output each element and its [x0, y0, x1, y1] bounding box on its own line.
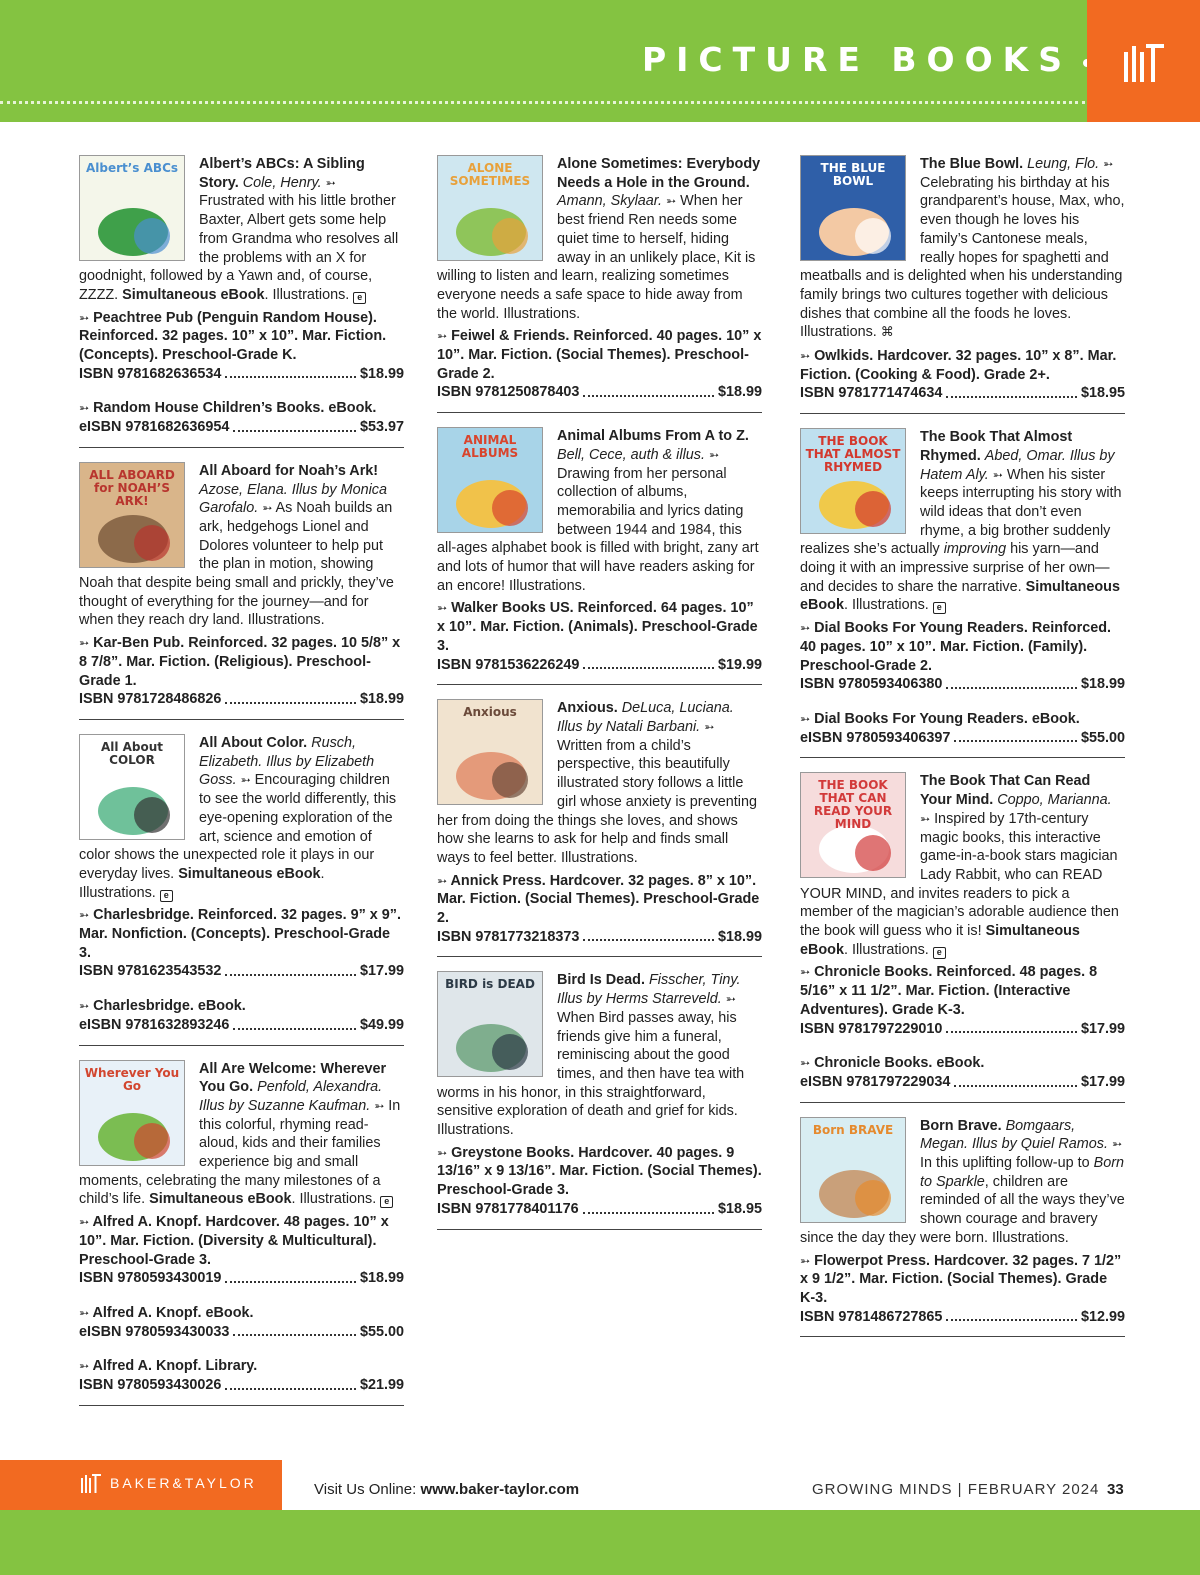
arrow-icon: ➳ — [800, 349, 811, 364]
price: $49.99 — [359, 1016, 404, 1033]
publisher-details — [437, 599, 762, 655]
illustrations-label: Illustrations. — [851, 941, 929, 958]
price: $18.95 — [717, 1200, 762, 1217]
book-author: Bell, Cece, auth & illus. — [557, 446, 705, 463]
arrow-icon: ➳ — [992, 467, 1003, 482]
arrow-icon: ➳ — [704, 719, 715, 734]
cover-illustration — [855, 218, 891, 254]
isbn-price-row — [800, 1073, 1125, 1092]
arrow-icon: ➳ — [240, 773, 251, 788]
book-entry — [79, 462, 404, 720]
description-text: , children are reminded of all the ways they’ve shown courage and bravery since the day they were born. Illustrations. — [800, 1173, 1125, 1246]
description-text: Encouraging children to see the world differently, this eye-opening exploration of the art, science and emotion of color shows the unexpected role it plays in our everyday lives. — [79, 772, 397, 882]
isbn-price-row — [437, 383, 762, 402]
price: $55.00 — [1080, 729, 1125, 746]
arrow-icon: ➳ — [79, 1359, 90, 1374]
isbn-price-row — [800, 729, 1125, 748]
description-text: As Noah builds an ark, hedgehogs Lionel and Dolores volunteer to help put the plan in motion, showing Noah that despite being small and prickly, they’ve thought of everything for the journey—and for when they reach dry land. Illustrations. — [79, 500, 394, 629]
isbn-price-row — [800, 1308, 1125, 1327]
spacer — [79, 387, 404, 395]
simultaneous-ebook-label: Simultaneous eBook — [178, 865, 321, 882]
price: $53.97 — [359, 419, 404, 436]
illustrations-label: Illustrations. — [851, 597, 929, 614]
description-text: In this uplifting follow-up to — [920, 1155, 1090, 1172]
publisher-details — [800, 347, 1125, 384]
book-author: Penfold, Alexandra. Illus by Suzanne Kaufman. — [199, 1079, 383, 1114]
description-text: When his sister keeps interrupting his story with wild ideas that don’t even rhyme, a big brother suddenly realizes she’s actually — [800, 466, 1122, 558]
publisher-text: Dial Books For Young Readers. Reinforced. 40 pages. 10” x 10”. Mar. Fiction. (Family). Preschool-Grade 2. — [800, 620, 1111, 674]
book-entry — [79, 155, 404, 448]
publisher-details — [800, 710, 1125, 729]
book-author: Leung, Flo. — [1027, 156, 1100, 172]
arrow-icon: ➳ — [725, 992, 736, 1007]
book-title: Alone Sometimes: Everybody Needs a Hole in the Ground. — [557, 156, 761, 191]
isbn-price-row — [79, 1269, 404, 1288]
price: $19.99 — [717, 656, 762, 673]
arrow-icon: ➳ — [800, 1253, 811, 1268]
cover-title-text: All About COLOR — [100, 739, 164, 767]
arrow-icon: ➳ — [708, 447, 720, 462]
book-author: Coppo, Marianna. — [997, 792, 1112, 809]
description-text: Drawing from her personal collection of albums, memorabilia and lyrics dating between 1944 and 1984, this all-ages alphabet book is filled with bright, zany art and lots of humor that will have readers asking for an encore! Illustrations. — [437, 465, 759, 594]
leader-dots — [946, 1020, 1077, 1034]
footer-visit — [314, 1481, 579, 1498]
publisher-text: Charlesbridge. Reinforced. 32 pages. 9” x 9”. Mar. Nonfiction. (Concepts). Preschool-Grade 3. — [79, 907, 401, 961]
cover-title-text: Wherever You Go — [84, 1065, 180, 1093]
book-author: Amann, Skylaar. — [557, 193, 663, 210]
isbn: ISBN 9781623543532 — [79, 963, 222, 980]
isbn-price-row — [79, 365, 404, 384]
arrow-icon: ➳ — [437, 329, 448, 344]
book-title: Animal Albums From A to Z. — [557, 428, 749, 445]
isbn: ISBN 9781797229010 — [800, 1020, 943, 1037]
book-cover-image[interactable] — [437, 427, 543, 533]
bottom-green-bar — [0, 1510, 1200, 1575]
arrow-icon: ➳ — [437, 873, 448, 888]
book-author: Cole, Henry. — [242, 174, 322, 191]
publisher-details — [800, 619, 1125, 675]
leader-dots — [954, 729, 1077, 743]
ebook-icon: e — [933, 947, 946, 959]
publisher-details — [79, 634, 404, 690]
description-emphasis: improving — [943, 541, 1007, 558]
publisher-text: Alfred A. Knopf. eBook. — [92, 1304, 254, 1321]
leader-dots — [225, 1269, 356, 1283]
isbn: ISBN 9780593406380 — [800, 676, 943, 693]
arrow-icon: ➳ — [666, 194, 677, 209]
book-title: Anxious. — [557, 700, 618, 717]
description-text: Inspired by 17th-century magic books, this interactive game-in-a-book stars magician Lady Rabbit, who can READ YOUR MIND, and invites readers to pick a member of the magician’s adorable audience then the book will guess who it is! — [800, 810, 1119, 940]
price: $55.00 — [359, 1323, 404, 1340]
cover-title-text: ALL ABOARD for NOAH’S ARK! — [89, 467, 175, 508]
publisher-details — [437, 872, 762, 928]
illustrations-label: Illustrations. — [272, 286, 350, 303]
publisher-text: Dial Books For Young Readers. eBook. — [814, 710, 1080, 727]
publisher-text: Annick Press. Hardcover. 32 pages. 8” x 10”. Mar. Fiction. (Social Themes). Preschool-Grade 2. — [437, 872, 760, 927]
price: $17.99 — [359, 963, 404, 980]
price: $17.99 — [1080, 1020, 1125, 1037]
price: $18.99 — [1080, 676, 1125, 693]
baker-taylor-logo-icon — [1122, 40, 1166, 84]
arrow-icon: ➳ — [800, 621, 811, 636]
leader-dots — [225, 365, 356, 379]
price: $18.99 — [717, 384, 762, 401]
publisher-text: Alfred A. Knopf. Hardcover. 48 pages. 10” x 10”. Mar. Fiction. (Diversity & Multicultural). Preschool-Grade 3. — [79, 1214, 389, 1268]
description-text: When her best friend Ren needs some quiet time to herself, hiding away in an unlikely place, Kit is willing to listen and learn, realizing sometimes everyone needs a safe space to hide away from the world. Illustrations. — [437, 193, 756, 322]
footer-brand-name: BAKER&TAYLOR — [110, 1475, 257, 1491]
publisher-details — [79, 1304, 404, 1323]
publisher-text: Alfred A. Knopf. Library. — [92, 1358, 258, 1375]
ebook-icon: e — [933, 602, 946, 614]
publisher-text: Greystone Books. Hardcover. 40 pages. 9 13/16” x 9 13/16”. Mar. Fiction. (Social Themes). Preschool-Grade 3. — [437, 1144, 762, 1199]
footer-brand — [80, 1472, 257, 1494]
book-title: The Book That Can Read Your Mind. — [920, 773, 1091, 809]
cover-illustration — [492, 218, 528, 254]
publisher-text: Chronicle Books. eBook. — [814, 1055, 985, 1072]
description-text: When Bird passes away, his friends give him a funeral, reminiscing about the good times, and then have tea with worms in his honor, in this straightforward, sensitive exploration of death and grief for kids. Illustrations. — [437, 1009, 745, 1139]
isbn: eISBN 9781797229034 — [800, 1073, 951, 1090]
book-cover-image[interactable] — [437, 699, 543, 805]
spacer — [79, 985, 404, 993]
publisher-details — [79, 906, 404, 962]
visit-label: Visit Us Online: — [314, 1481, 417, 1498]
book-cover-image[interactable] — [79, 1060, 185, 1166]
isbn: eISBN 9781632893246 — [79, 1016, 230, 1033]
book-author: Abed, Omar. Illus by Hatem Aly. — [920, 447, 1115, 483]
description-text: his yarn—and doing it with an impressive surprise of her own—and decides to share the narrative. — [800, 541, 1110, 595]
arrow-icon: ➳ — [1111, 1137, 1123, 1152]
issue-label: GROWING MINDS | FEBRUARY 2024 — [812, 1481, 1100, 1498]
arrow-icon: ➳ — [325, 175, 336, 190]
description-emphasis: Born to Sparkle — [920, 1155, 1124, 1190]
book-cover-image[interactable] — [800, 1117, 906, 1223]
book-cover-image[interactable] — [437, 155, 543, 261]
book-title: Bird Is Dead. — [557, 972, 645, 989]
isbn-price-row — [800, 1020, 1125, 1039]
book-author: Fisscher, Tiny. Illus by Herms Starreveld. — [557, 972, 741, 1008]
price: $18.95 — [1080, 385, 1125, 402]
isbn: ISBN 9781773218373 — [437, 928, 580, 945]
isbn: eISBN 9780593430033 — [79, 1323, 230, 1340]
isbn: ISBN 9781536226249 — [437, 656, 580, 673]
isbn: ISBN 9781682636534 — [79, 365, 222, 382]
arrow-icon: ➳ — [1103, 157, 1114, 171]
book-title: The Book That Almost Rhymed. — [920, 429, 1073, 464]
price: $17.99 — [1080, 1073, 1125, 1090]
publisher-text: Kar-Ben Pub. Reinforced. 32 pages. 10 5/8” x 8 7/8”. Mar. Fiction. (Religious). Preschool-Grade 1. — [79, 635, 401, 689]
cover-illustration — [855, 491, 891, 527]
isbn-price-row — [79, 1376, 404, 1395]
page-number: 33 — [1107, 1481, 1124, 1498]
book-cover-image[interactable] — [437, 971, 543, 1077]
cover-illustration — [134, 525, 170, 561]
arrow-icon: ➳ — [79, 1215, 90, 1230]
arrow-icon: ➳ — [79, 401, 90, 416]
book-description: Albert’s ABCs: A Sibling Story. Cole, Henry. ➳ Frustrated with his little brother Baxter, Albert gets some help from Grandma who resolves all the problems with an X for goodnight, followed by a Yawn and, of course, ZZZZ. Simultaneous eBook. Illustrations. e — [79, 156, 399, 303]
price: $12.99 — [1080, 1308, 1125, 1325]
publisher-details — [437, 1144, 762, 1200]
isbn: ISBN 9780593430026 — [79, 1377, 222, 1394]
leader-dots — [954, 1073, 1077, 1087]
cover-illustration — [492, 1034, 528, 1070]
book-cover-image[interactable] — [800, 772, 906, 878]
cover-title-text: THE BLUE BOWL — [820, 161, 886, 188]
publisher-details — [79, 1213, 404, 1269]
publisher-text: Feiwel & Friends. Reinforced. 40 pages. 10” x 10”. Mar. Fiction. (Social Themes). Preschool-Grade 2. — [437, 328, 762, 382]
publisher-details — [800, 1252, 1125, 1308]
publisher-details — [79, 997, 404, 1016]
leader-dots — [946, 384, 1077, 398]
leader-dots — [583, 383, 714, 397]
leader-dots — [225, 1376, 356, 1390]
cover-illustration — [134, 797, 170, 833]
cover-illustration — [134, 218, 170, 254]
arrow-icon: ➳ — [79, 310, 90, 325]
leader-dots — [946, 1308, 1077, 1322]
isbn-price-row — [437, 1200, 762, 1219]
cover-illustration — [855, 835, 891, 871]
cover-title-text: Albert’s ABCs — [85, 161, 179, 175]
ebook-icon: e — [353, 292, 366, 304]
isbn-price-row — [800, 675, 1125, 694]
spacer — [79, 1292, 404, 1300]
book-entry — [800, 772, 1125, 1102]
column-2 — [437, 155, 762, 1244]
book-entry — [437, 155, 762, 413]
spacer — [79, 1345, 404, 1353]
arrow-icon: ➳ — [79, 1305, 90, 1320]
book-title: Born Brave. — [920, 1117, 1002, 1134]
illustrations-label: Illustrations. — [79, 884, 156, 901]
website-link[interactable]: www.baker-taylor.com — [420, 1481, 580, 1498]
price: $18.99 — [359, 1270, 404, 1287]
price: $18.99 — [359, 365, 404, 382]
book-title: The Blue Bowl. — [920, 156, 1024, 172]
isbn-price-row — [79, 962, 404, 981]
description-text: In this colorful, rhyming read-aloud, kids and their families experience big and small moments, celebrating the many milestones of a child’s life. — [79, 1097, 401, 1208]
book-cover-image[interactable] — [79, 734, 185, 840]
arrow-icon: ➳ — [800, 965, 811, 980]
book-cover-image[interactable] — [800, 155, 906, 261]
arrow-icon: ➳ — [920, 811, 931, 826]
arrow-icon: ➳ — [800, 711, 811, 726]
isbn-price-row — [79, 690, 404, 709]
publisher-text: Random House Children’s Books. eBook. — [93, 400, 377, 417]
description-text: Written from a child’s perspective, this beautifully illustrated story follows a little girl whose anxiety is preventing her from doing the things she loves, and shows how she learns to ask for help and finds small ways to feel better. Illustrations. — [437, 737, 757, 866]
price: $18.99 — [717, 928, 762, 945]
spacer — [800, 698, 1125, 706]
cover-illustration — [134, 1123, 170, 1159]
header-bar — [0, 0, 1200, 122]
isbn: ISBN 9781728486826 — [79, 691, 222, 708]
arrow-icon: ➳ — [374, 1098, 385, 1113]
ebook-icon: e — [380, 1196, 393, 1208]
book-title: All Aboard for Noah’s Ark! — [199, 462, 379, 479]
cover-title-text: ALONE SOMETIMES — [449, 161, 531, 188]
book-author: DeLuca, Luciana. Illus by Natali Barbani. — [557, 700, 734, 735]
publisher-text: Peachtree Pub (Penguin Random House). Reinforced. 32 pages. 10” x 10”. Mar. Fiction. (Concepts). Preschool-Grade K. — [79, 309, 387, 364]
baker-taylor-logo-icon — [80, 1472, 102, 1494]
isbn: ISBN 9781250878403 — [437, 384, 580, 401]
leader-dots — [233, 418, 356, 432]
book-cover-image[interactable] — [800, 428, 906, 534]
ebook-icon: e — [160, 890, 173, 902]
isbn-price-row — [79, 1016, 404, 1035]
book-description: All Are Welcome: Wherever You Go. Penfold, Alexandra. Illus by Suzanne Kaufman. ➳ In this colorful, rhyming read-aloud, kids and their families experience big and small moments, celebrating the many milestones of a child’s life. Simultaneous eBook. Illustrations. e — [79, 1060, 401, 1208]
isbn-price-row — [437, 656, 762, 675]
book-cover-image[interactable] — [79, 462, 185, 568]
publisher-text: Owlkids. Hardcover. 32 pages. 10” x 8”. Mar. Fiction. (Cooking & Food). Grade 2+. — [800, 348, 1117, 383]
simultaneous-ebook-label: Simultaneous eBook — [800, 923, 1080, 958]
isbn: eISBN 9781682636954 — [79, 419, 230, 436]
isbn: eISBN 9780593406397 — [800, 729, 951, 746]
column-1 — [79, 155, 404, 1420]
book-title: All About Color. — [199, 734, 308, 751]
book-author: Rusch, Elizabeth. Illus by Elizabeth Goss. — [199, 734, 375, 789]
book-description: The Book That Almost Rhymed. Abed, Omar. Illus by Hatem Aly. ➳ When his sister keeps interrupting his story with wild ideas that don’t even rhyme, a big brother suddenly realizes she’s actually improving his yarn—and doing it with an impressive surprise of her own—and decides to share the narrative. Simultaneous eBook. Illustrations. e — [800, 429, 1122, 614]
isbn-price-row — [79, 418, 404, 437]
command-icon: ⌘ — [880, 325, 894, 341]
price: $21.99 — [359, 1377, 404, 1394]
isbn: ISBN 9780593430019 — [79, 1270, 222, 1287]
publisher-details — [800, 963, 1125, 1019]
leader-dots — [233, 1323, 356, 1337]
isbn-price-row — [79, 1323, 404, 1342]
book-title: Albert’s ABCs: A Sibling Story. — [199, 156, 365, 191]
simultaneous-ebook-label: Simultaneous eBook — [800, 578, 1120, 614]
publisher-details — [800, 1054, 1125, 1073]
isbn-price-row — [437, 928, 762, 947]
simultaneous-ebook-label: Simultaneous eBook — [149, 1191, 292, 1208]
isbn: ISBN 9781778401176 — [437, 1200, 579, 1217]
isbn-price-row — [800, 384, 1125, 403]
cover-title-text: ANIMAL ALBUMS — [461, 433, 519, 461]
book-entry — [800, 155, 1125, 414]
leader-dots — [583, 1200, 714, 1214]
leader-dots — [225, 690, 356, 704]
book-entry — [437, 971, 762, 1229]
book-title: All Are Welcome: Wherever You Go. — [199, 1060, 387, 1096]
publisher-details — [79, 399, 404, 418]
brand-tab — [1087, 0, 1200, 122]
book-entry — [437, 427, 762, 685]
book-author: Azose, Elana. Illus by Monica Garofalo. — [199, 481, 387, 517]
publisher-text: Charlesbridge. eBook. — [93, 998, 246, 1015]
book-description: All About Color. Rusch, Elizabeth. Illus by Elizabeth Goss. ➳ Encouraging children to see the world differently, this eye-opening exploration of the art, science and emotion of color shows the unexpected role it plays in our everyday lives. Simultaneous eBook. Illustrations. e — [79, 734, 397, 901]
leader-dots — [583, 928, 714, 942]
book-entry — [437, 699, 762, 957]
arrow-icon: ➳ — [800, 1056, 811, 1071]
publisher-text: Walker Books US. Reinforced. 64 pages. 10” x 10”. Mar. Fiction. (Animals). Preschool-Grade 3. — [437, 600, 758, 654]
book-entry — [800, 428, 1125, 758]
arrow-icon: ➳ — [262, 501, 273, 516]
book-entry — [79, 1060, 404, 1406]
cover-illustration — [492, 490, 528, 526]
price: $18.99 — [359, 691, 404, 708]
isbn: ISBN 9781771474634 — [800, 385, 943, 402]
cover-title-text: BIRD is DEAD — [445, 977, 535, 992]
cover-title-text: Born BRAVE — [812, 1122, 894, 1137]
arrow-icon: ➳ — [79, 999, 90, 1014]
cover-illustration — [855, 1180, 891, 1216]
publisher-details — [79, 1357, 404, 1376]
cover-title-text: THE BOOK THAT ALMOST RHYMED — [805, 434, 901, 475]
cover-title-text: Anxious — [463, 705, 517, 720]
leader-dots — [233, 1016, 356, 1030]
leader-dots — [583, 656, 714, 670]
leader-dots — [946, 675, 1077, 689]
header-dotted-line — [0, 101, 1085, 104]
publisher-text: Flowerpot Press. Hardcover. 32 pages. 7 1/2” x 9 1/2”. Mar. Fiction. (Social Themes). Grade K-3. — [800, 1252, 1122, 1306]
illustrations-label: Illustrations. — [299, 1191, 377, 1208]
arrow-icon: ➳ — [437, 1145, 448, 1160]
book-description: The Book That Can Read Your Mind. Coppo, Marianna. ➳ Inspired by 17th-century magic books, this interactive game-in-a-book stars magician Lady Rabbit, who can READ YOUR MIND, and invites readers to pick a member of the magician’s adorable audience then the book will guess who it is! Simultaneous eBook. Illustrations. e — [800, 773, 1119, 958]
simultaneous-ebook-label: Simultaneous eBook — [122, 286, 265, 303]
book-author: Bomgaars, Megan. Illus by Quiel Ramos. — [920, 1117, 1108, 1153]
spacer — [800, 1042, 1125, 1050]
description-text: Celebrating his birthday at his grandparent’s house, Max, who, even though he loves his family’s Cantonese meals, really hopes for spaghetti and meatballs and is delighted when his understanding family brings two cultures together with delicious dishes that combine all the foods he loves. Illustrations. — [800, 174, 1125, 341]
cover-illustration — [492, 762, 528, 798]
publisher-details — [437, 327, 762, 383]
publisher-text: Chronicle Books. Reinforced. 48 pages. 8 5/16” x 11 1/2”. Mar. Fiction. (Interactive Adventures). Grade K-3. — [800, 964, 1098, 1018]
book-entry — [79, 734, 404, 1046]
book-cover-image[interactable] — [79, 155, 185, 261]
publisher-details — [79, 309, 404, 365]
isbn: ISBN 9781486727865 — [800, 1308, 943, 1325]
cover-title-text: THE BOOK THAT CAN READ YOUR MIND — [813, 778, 893, 832]
arrow-icon: ➳ — [79, 636, 90, 651]
book-entry — [800, 1117, 1125, 1338]
description-text: Frustrated with his little brother Baxter, Albert gets some help from Grandma who resolves all the problems with an X for goodnight, followed by a Yawn and, of course, ZZZZ. — [79, 193, 399, 303]
arrow-icon: ➳ — [437, 601, 448, 616]
arrow-icon: ➳ — [79, 908, 90, 923]
section-title: PICTURE BOOKS — [641, 40, 1072, 79]
leader-dots — [225, 962, 356, 976]
column-3 — [800, 155, 1125, 1351]
